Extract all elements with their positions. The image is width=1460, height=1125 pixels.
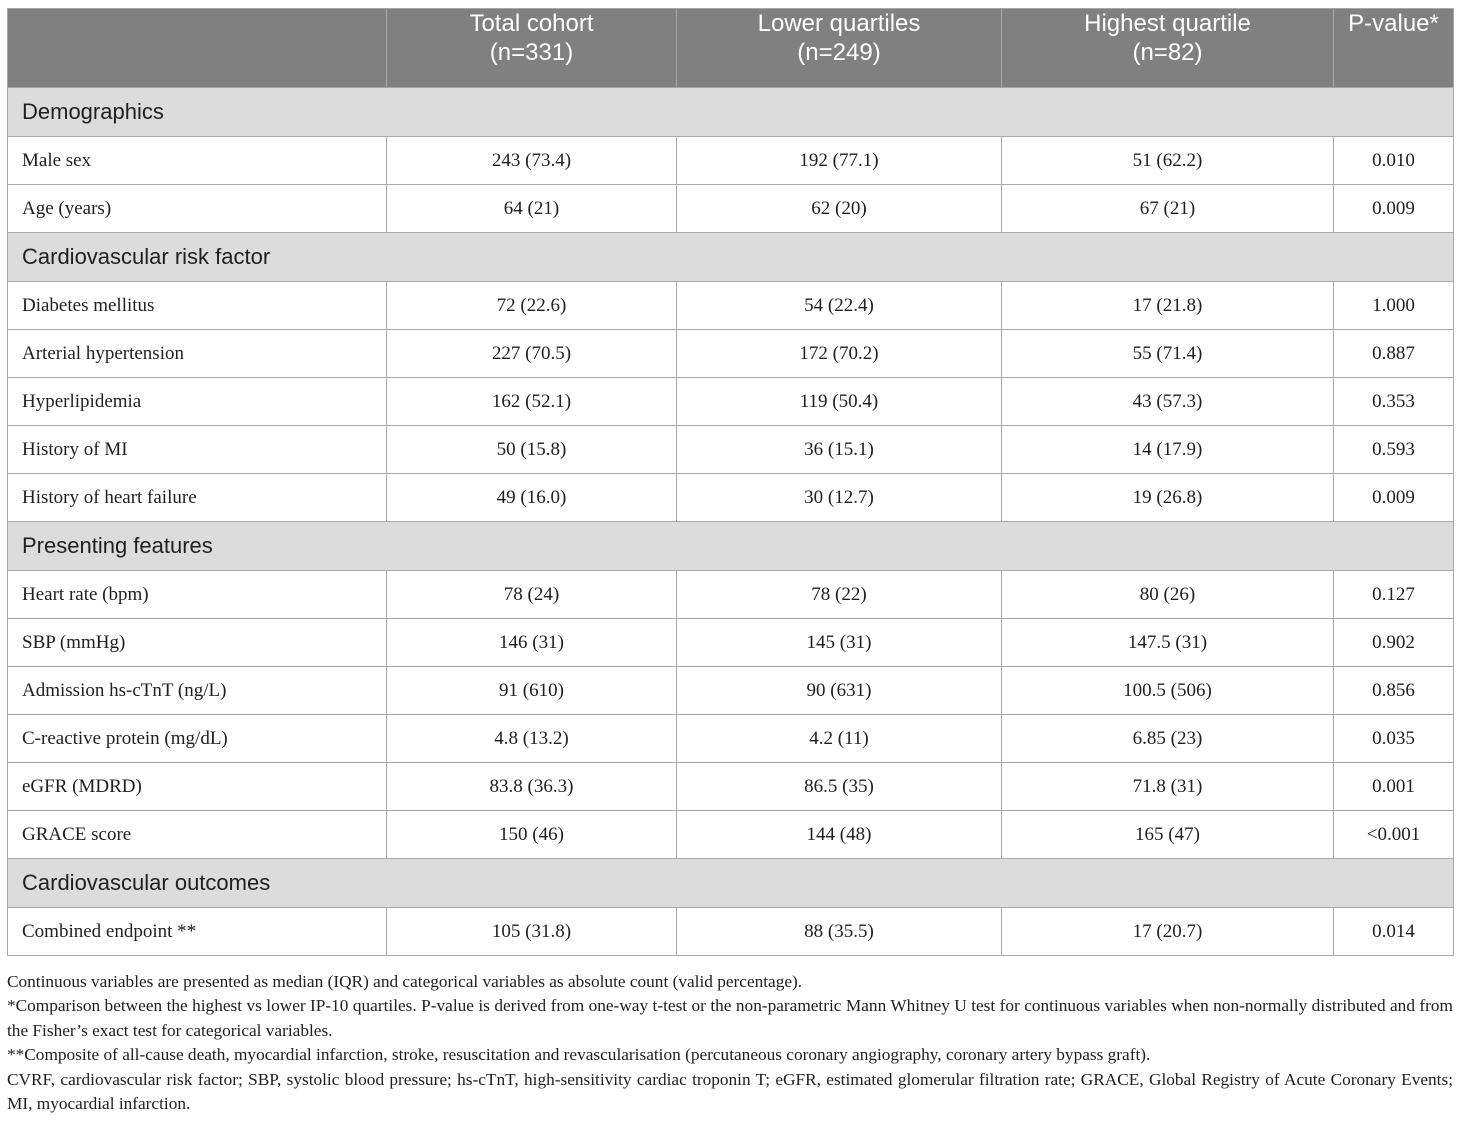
- table-row: [8, 185, 1454, 233]
- table-row: [8, 330, 1454, 378]
- cell-total-cohort: 4.8 (13.2): [387, 715, 677, 763]
- table-row: [8, 619, 1454, 667]
- header-highest-quartile-n: (n=82): [1132, 39, 1203, 66]
- section-title: Presenting features: [8, 522, 1454, 571]
- row-label: Arterial hypertension: [8, 330, 387, 378]
- footnote-composite-endpoint: **Composite of all-cause death, myocardial infarction, stroke, resuscitation and revascularisation (percutaneous coronary angiography, coronary artery bypass graft).: [7, 1045, 1151, 1065]
- row-label: History of heart failure: [8, 474, 387, 522]
- cell-total-cohort: 49 (16.0): [387, 474, 677, 522]
- table-row: [8, 667, 1454, 715]
- row-label: Admission hs-cTnT (ng/L): [8, 667, 387, 715]
- cell-p-value: 0.856: [1334, 667, 1454, 715]
- cell-lower-quartiles: 62 (20): [677, 185, 1002, 233]
- cell-highest-quartile: 147.5 (31): [1002, 619, 1334, 667]
- table-row: [8, 763, 1454, 811]
- row-label: Male sex: [8, 137, 387, 185]
- row-label: GRACE score: [8, 811, 387, 859]
- section-row-demographics: [8, 88, 1454, 137]
- header-lower-quartiles: [677, 9, 1002, 88]
- cell-total-cohort: 83.8 (36.3): [387, 763, 677, 811]
- header-p-value-title: P-value*: [1348, 10, 1439, 37]
- cell-total-cohort: 72 (22.6): [387, 282, 677, 330]
- cell-total-cohort: 50 (15.8): [387, 426, 677, 474]
- cell-lower-quartiles: 54 (22.4): [677, 282, 1002, 330]
- row-label: eGFR (MDRD): [8, 763, 387, 811]
- cell-highest-quartile: 19 (26.8): [1002, 474, 1334, 522]
- cell-total-cohort: 105 (31.8): [387, 908, 677, 956]
- cell-total-cohort: 78 (24): [387, 571, 677, 619]
- row-label: Combined endpoint **: [8, 908, 387, 956]
- cell-p-value: 0.902: [1334, 619, 1454, 667]
- footnote-abbreviations: CVRF, cardiovascular risk factor; SBP, systolic blood pressure; hs-cTnT, high-sensitivity cardiac troponin T; eGFR, estimated glomerular filtration rate; GRACE, Global Registry of Acute Coronary Events; MI, myocardial infarction.: [7, 1069, 1453, 1114]
- row-label: History of MI: [8, 426, 387, 474]
- section-title: Cardiovascular outcomes: [8, 859, 1454, 908]
- cell-lower-quartiles: 88 (35.5): [677, 908, 1002, 956]
- footnote-comparison: *Comparison between the highest vs lower IP-10 quartiles. P-value is derived from one-way t-test or the non-parametric Mann Whitney U test for continuous variables when non-normally distributed and from the Fisher’s exact test for categorical variables.: [7, 996, 1453, 1040]
- cell-p-value: 0.353: [1334, 378, 1454, 426]
- cell-highest-quartile: 51 (62.2): [1002, 137, 1334, 185]
- section-title: Cardiovascular risk factor: [8, 233, 1454, 282]
- cell-total-cohort: 162 (52.1): [387, 378, 677, 426]
- section-row-presenting-features: [8, 522, 1454, 571]
- cell-total-cohort: 227 (70.5): [387, 330, 677, 378]
- cell-lower-quartiles: 4.2 (11): [677, 715, 1002, 763]
- cell-highest-quartile: 17 (20.7): [1002, 908, 1334, 956]
- cell-lower-quartiles: 30 (12.7): [677, 474, 1002, 522]
- table-footnotes: [7, 970, 1453, 1116]
- table-header: [8, 9, 1454, 88]
- section-title: Demographics: [8, 88, 1454, 137]
- header-total-cohort-title: Total cohort: [469, 10, 594, 37]
- cell-p-value: 0.887: [1334, 330, 1454, 378]
- cell-highest-quartile: 165 (47): [1002, 811, 1334, 859]
- cell-highest-quartile: 100.5 (506): [1002, 667, 1334, 715]
- cell-lower-quartiles: 90 (631): [677, 667, 1002, 715]
- cell-p-value: 0.127: [1334, 571, 1454, 619]
- cell-highest-quartile: 6.85 (23): [1002, 715, 1334, 763]
- cohort-characteristics-table: [7, 8, 1454, 956]
- cell-highest-quartile: 43 (57.3): [1002, 378, 1334, 426]
- cell-total-cohort: 243 (73.4): [387, 137, 677, 185]
- header-lower-quartiles-title: Lower quartiles: [757, 10, 921, 37]
- cell-highest-quartile: 71.8 (31): [1002, 763, 1334, 811]
- table-body: [8, 88, 1454, 956]
- cell-p-value: 0.009: [1334, 474, 1454, 522]
- header-highest-quartile: [1002, 9, 1334, 88]
- cell-p-value: 1.000: [1334, 282, 1454, 330]
- cell-highest-quartile: 67 (21): [1002, 185, 1334, 233]
- table-row: [8, 474, 1454, 522]
- cell-p-value: 0.010: [1334, 137, 1454, 185]
- footnote-variables: Continuous variables are presented as median (IQR) and categorical variables as absolute count (valid percentage).: [7, 972, 803, 991]
- cell-total-cohort: 64 (21): [387, 185, 677, 233]
- row-label: Hyperlipidemia: [8, 378, 387, 426]
- row-label: Diabetes mellitus: [8, 282, 387, 330]
- cell-total-cohort: 91 (610): [387, 667, 677, 715]
- table-row: [8, 908, 1454, 956]
- cell-lower-quartiles: 144 (48): [677, 811, 1002, 859]
- cell-lower-quartiles: 192 (77.1): [677, 137, 1002, 185]
- cell-lower-quartiles: 119 (50.4): [677, 378, 1002, 426]
- section-row-cardiovascular-outcomes: [8, 859, 1454, 908]
- cell-p-value: 0.593: [1334, 426, 1454, 474]
- header-row: [8, 9, 1454, 88]
- cell-highest-quartile: 14 (17.9): [1002, 426, 1334, 474]
- row-label: Age (years): [8, 185, 387, 233]
- cell-highest-quartile: 17 (21.8): [1002, 282, 1334, 330]
- cell-p-value: 0.035: [1334, 715, 1454, 763]
- table-row: [8, 426, 1454, 474]
- header-p-value: [1334, 9, 1454, 88]
- table-row: [8, 137, 1454, 185]
- section-row-cardiovascular-risk-factor: [8, 233, 1454, 282]
- row-label: C-reactive protein (mg/dL): [8, 715, 387, 763]
- table-row: [8, 378, 1454, 426]
- cell-lower-quartiles: 78 (22): [677, 571, 1002, 619]
- cell-total-cohort: 146 (31): [387, 619, 677, 667]
- header-lower-quartiles-n: (n=249): [797, 39, 881, 66]
- header-highest-quartile-title: Highest quartile: [1084, 10, 1251, 37]
- cell-total-cohort: 150 (46): [387, 811, 677, 859]
- table-row: [8, 282, 1454, 330]
- cell-p-value: 0.014: [1334, 908, 1454, 956]
- table-row: [8, 715, 1454, 763]
- header-total-cohort: [387, 9, 677, 88]
- cell-p-value: 0.001: [1334, 763, 1454, 811]
- cell-lower-quartiles: 145 (31): [677, 619, 1002, 667]
- cell-lower-quartiles: 86.5 (35): [677, 763, 1002, 811]
- cell-p-value: 0.009: [1334, 185, 1454, 233]
- cell-p-value: <0.001: [1334, 811, 1454, 859]
- header-total-cohort-n: (n=331): [489, 39, 574, 66]
- row-label: SBP (mmHg): [8, 619, 387, 667]
- cell-lower-quartiles: 172 (70.2): [677, 330, 1002, 378]
- table-row: [8, 811, 1454, 859]
- cell-highest-quartile: 80 (26): [1002, 571, 1334, 619]
- row-label: Heart rate (bpm): [8, 571, 387, 619]
- cell-highest-quartile: 55 (71.4): [1002, 330, 1334, 378]
- header-label-column: [8, 9, 387, 88]
- table-row: [8, 571, 1454, 619]
- cell-lower-quartiles: 36 (15.1): [677, 426, 1002, 474]
